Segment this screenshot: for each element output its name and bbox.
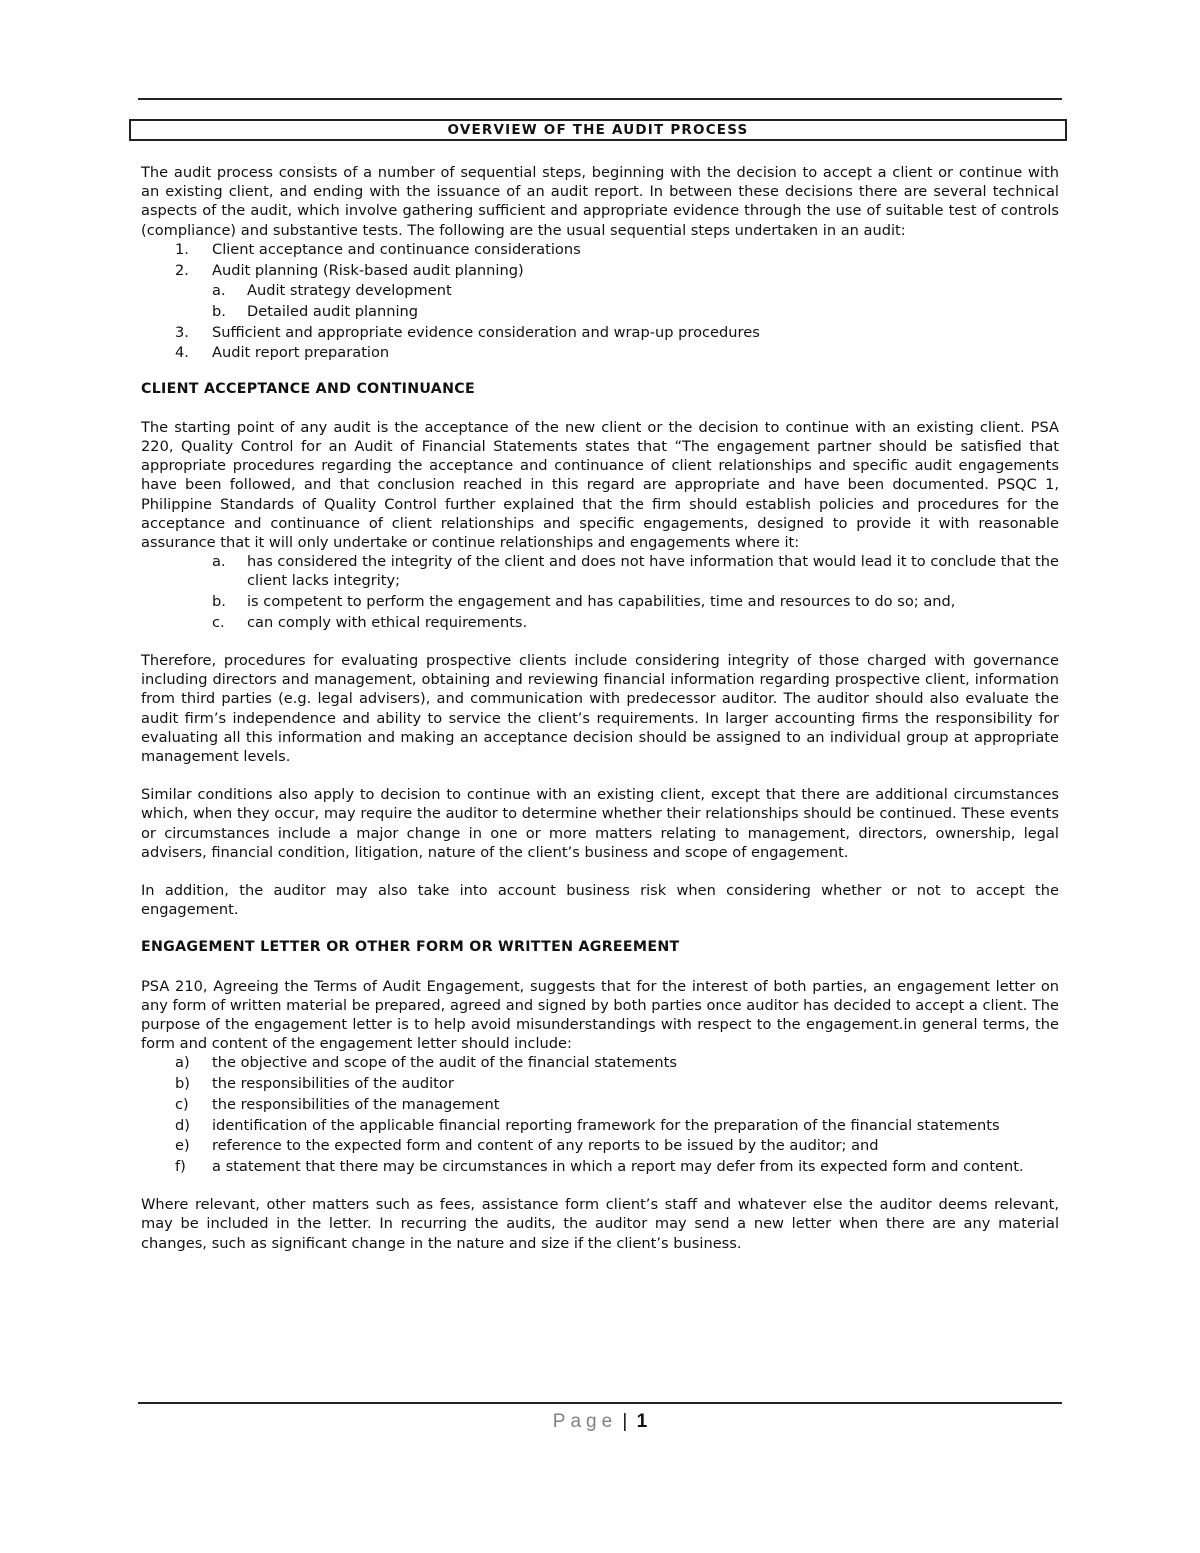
prospective-clients-paragraph: Therefore, procedures for evaluating prospective clients include considering integrity of those charged with governance including directors and management, obtaining and reviewing financial information regarding prospective client, information from third parties (e.g. legal advisers), and communication with predecessor auditor. The auditor should also evaluate the audit firm’s independence and ability to service the client’s requirements. In larger accounting firms the responsibility for evaluating all this information and making an acceptance decision should be assigned to an individual group at appropriate management levels. [141,651,1059,765]
list-item: c) the responsibilities of the management [175,1095,500,1113]
continuance-paragraph: Similar conditions also apply to decision to continue with an existing client, except that there are additional circumstances which, when they occur, may require the auditor to determine whether their relationships should be continued. These events or circumstances include a major change in one or more matters relating to management, directors, ownership, legal advisers, financial condition, litigation, nature of the client’s business and scope of engagement. [141,786,1059,861]
section-heading-engagement-letter: ENGAGEMENT LETTER OR OTHER FORM OR WRITTEN AGREEMENT [141,939,680,956]
list-item: 1. Client acceptance and continuance considerations [175,240,581,258]
list-item: a. has considered the integrity of the client and does not have information that would lead it to conclude that the client lacks integrity; [212,553,1059,590]
list-item: e) reference to the expected form and content of any reports to be issued by the auditor; and [175,1137,879,1155]
footer-rule [138,1402,1062,1404]
page-label: Page [552,1411,618,1432]
document-title: OVERVIEW OF THE AUDIT PROCESS [129,119,1067,141]
page-footer [0,1408,1200,1436]
list-item: 4. Audit report preparation [175,344,390,362]
other-matters-paragraph: Where relevant, other matters such as fees, assistance form client’s staff and whatever else the auditor deems relevant, may be included in the letter. In recurring the audits, the auditor may send a new letter when there are any material changes, such as significant change in the nature and size if the client’s business. [141,1196,1059,1252]
list-item: a. Audit strategy development [212,282,452,300]
list-item: b) the responsibilities of the auditor [175,1075,454,1093]
list-item: 3. Sufficient and appropriate evidence consideration and wrap-up procedures [175,323,760,341]
business-risk-paragraph: In addition, the auditor may also take into account business risk when considering whether or not to accept the engagement. [141,882,1059,919]
acceptance-criteria-list [141,552,1059,632]
list-item: f) a statement that there may be circumstances in which a report may defer from its expected form and content. [175,1157,1024,1175]
audit-planning-sublist [141,281,1059,321]
engagement-letter-paragraph: PSA 210, Agreeing the Terms of Audit Engagement, suggests that for the interest of both parties, an engagement letter on any form of written material be prepared, agreed and signed by both parties once auditor has decided to accept a client. The purpose of the engagement letter is to help avoid misunderstandings with respect to the engagement.in general terms, the form and content of the engagement letter should include: [141,977,1059,1053]
page-number: 1 [636,1411,648,1432]
audit-steps-list-continued [141,323,1059,363]
header-rule [138,98,1062,100]
client-acceptance-paragraph: The starting point of any audit is the acceptance of the new client or the decision to continue with an existing client. PSA 220, Quality Control for an Audit of Financial Statements states that “The engagement partner should be satisfied that appropriate procedures regarding the acceptance and continuance of client relationships and specific audit engagements have been followed, and that conclusion reached in this regard are appropriate and have been documented. PSQC 1, Philippine Standards of Quality Control further explained that the firm should establish policies and procedures for the acceptance and continuance of client relationships and specific engagements, designed to provide it with reasonable assurance that it will only undertake or continue relationships and engagements where it: [141,418,1059,551]
audit-steps-list [141,240,1059,280]
list-item: c. can comply with ethical requirements. [212,613,528,631]
intro-paragraph: The audit process consists of a number of sequential steps, beginning with the decision to accept a client or continue with an existing client, and ending with the issuance of an audit report. In between these decisions there are several technical aspects of the audit, which involve gathering sufficient and appropriate evidence through the use of suitable test of controls (compliance) and substantive tests. The following are the usual sequential steps undertaken in an audit: [141,164,1059,239]
page-separator: | [622,1411,628,1432]
section-heading-client-acceptance: CLIENT ACCEPTANCE AND CONTINUANCE [141,380,475,397]
list-item: d) identification of the applicable financial reporting framework for the preparation of the financial statements [175,1116,1000,1134]
list-item: a) the objective and scope of the audit of the financial statements [175,1054,677,1072]
list-item: 2. Audit planning (Risk-based audit planning) [175,261,524,279]
document-body [141,163,1059,1253]
list-item: b. is competent to perform the engagement and has capabilities, time and resources to do so; and, [212,593,956,611]
engagement-letter-contents-list [141,1053,1059,1176]
list-item: b. Detailed audit planning [212,302,419,320]
